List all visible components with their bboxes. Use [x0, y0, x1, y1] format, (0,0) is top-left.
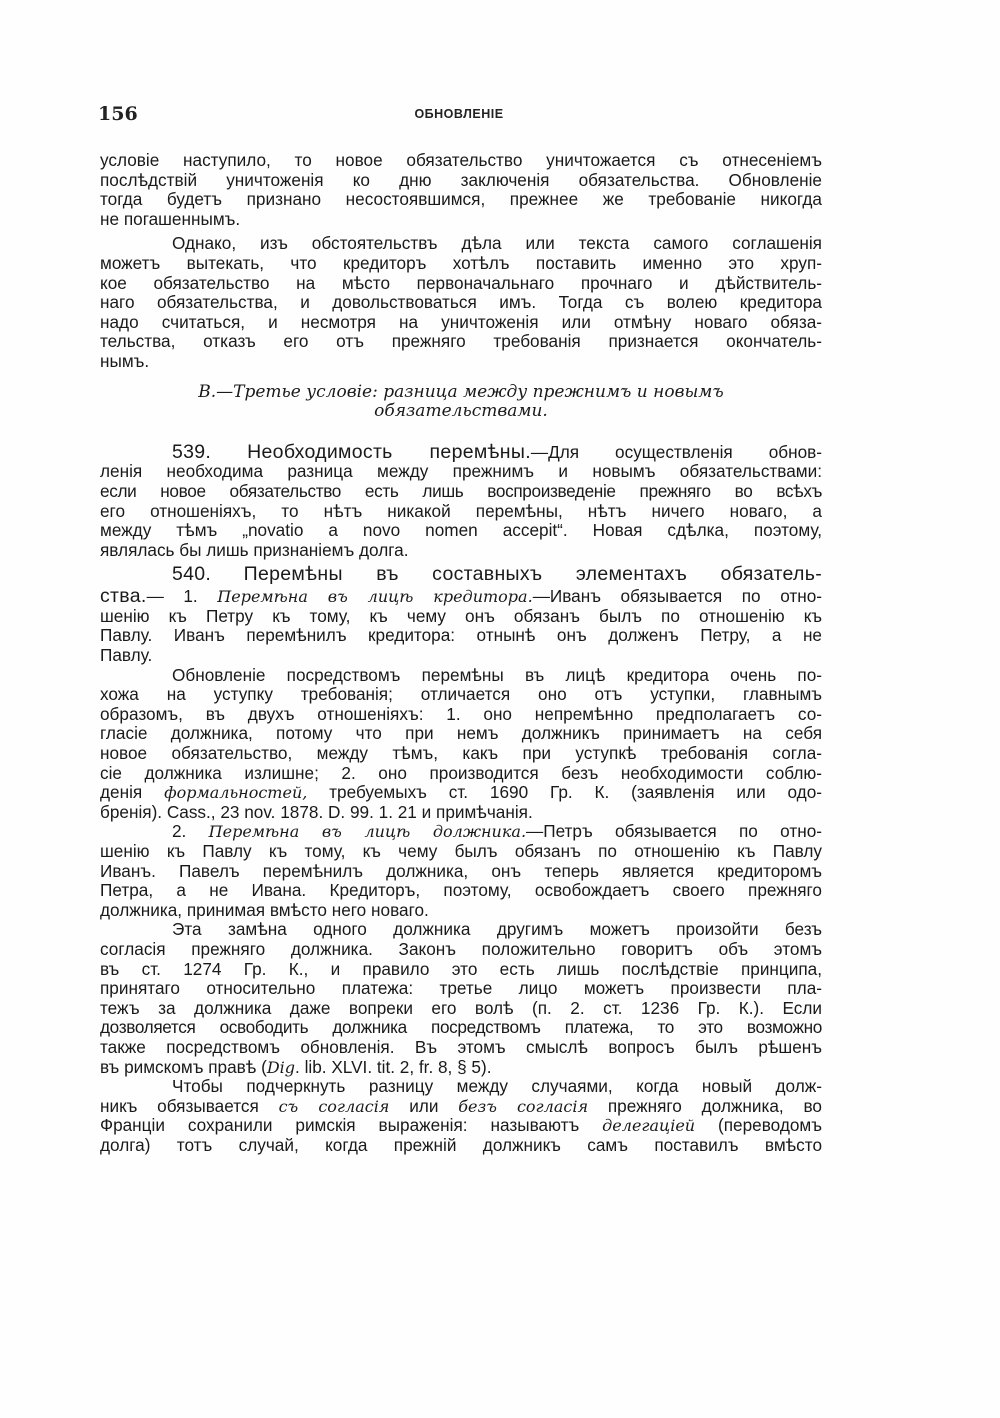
text-line: кое обязательство на мѣсто первоначальнаго прочнаго и дѣйствитель- — [100, 272, 822, 293]
text-line: являлась бы лишь признаніемъ долга. — [100, 539, 409, 560]
text-line: не погашеннымъ. — [100, 208, 241, 229]
text-line — [100, 1116, 822, 1136]
text-fragment: денія — [100, 782, 165, 803]
section-540 — [100, 565, 822, 1155]
text-line: его отношеніяхъ, то нѣтъ никакой перемѣны, нѣтъ ничего новаго, а — [100, 500, 822, 521]
text-line: Иванъ. Павелъ перемѣнилъ должника, онъ теперь является кредиторомъ — [100, 860, 822, 881]
text-line: принятаго относительно платежа: третье лицо можетъ произвести пла- — [100, 978, 822, 999]
page-header — [98, 103, 820, 129]
text-fragment: (переводомъ — [695, 1115, 822, 1136]
text-line: сіе должника излишне; 2. оно производится безъ необходимости соблю- — [100, 762, 822, 783]
text-line: ленія необходима разница между прежнимъ и новымъ обязательствами: — [100, 461, 822, 482]
text-line: бренія). Cass., 23 nov. 1878. D. 99. 1. 21 и примѣчанія. — [100, 801, 533, 822]
paragraph — [100, 151, 822, 229]
running-head: ОБНОВЛЕНІЕ — [414, 107, 504, 121]
section-title: Необходимость перемѣны. — [247, 440, 531, 463]
text-line: нымъ. — [100, 350, 150, 371]
page-number: 156 — [98, 103, 138, 125]
text-fragment: . lib. XLVI. tit. 2, fr. 8, § 5). — [295, 1056, 492, 1077]
italic-term: Перемѣна въ лицѣ кредитора. — [217, 587, 533, 607]
text-line — [100, 783, 822, 803]
paragraph — [100, 234, 822, 371]
text-fragment: въ римскомъ правѣ ( — [100, 1056, 267, 1077]
subheading-line: обязательствами. — [374, 401, 548, 422]
section-title-cont: ства. — [100, 585, 147, 608]
text-fragment: Франціи сохранили римскія выраженія: называютъ — [100, 1115, 603, 1136]
text-fragment: требуемыхъ ст. 1690 Гр. К. (заявленія или одо- — [307, 782, 822, 803]
text-line: тогда будетъ признано несостоявшимся, прежнее же требованіе никогда — [100, 189, 822, 210]
text-line — [100, 1097, 822, 1117]
text-line: шенію къ Павлу къ тому, къ чему былъ обязанъ по отношенію къ Павлу — [100, 841, 822, 861]
text-line: тежъ за должника даже вопреки его волѣ (п. 2. ст. 1236 Гр. К.). Если — [100, 997, 822, 1018]
text-line: въ ст. 1274 Гр. К., и правило это есть лишь послѣдствіе принципа, — [100, 958, 822, 979]
italic-term: безъ согласія — [458, 1096, 589, 1116]
text-line — [100, 565, 822, 587]
italic-term: формальностей, — [164, 783, 308, 803]
text-fragment: — 1. — [146, 586, 198, 607]
italic-term: Перемѣна въ лицѣ должника. — [208, 822, 527, 842]
text-line: наго обязательства, и довольствоваться имъ. Тогда съ волею кредитора — [100, 292, 822, 313]
text-line — [100, 587, 822, 607]
text-line: дозволяется освободить должника посредствомъ платежа, то это возможно — [100, 1017, 822, 1038]
text-line — [100, 440, 823, 463]
text-line: должника, принимая вмѣсто него новаго. — [100, 899, 429, 920]
section-539 — [100, 440, 823, 561]
section-number: 540. — [172, 563, 212, 586]
text-line: Обновленіе посредствомъ перемѣны въ лицѣ кредитора очень по- — [172, 664, 822, 685]
text-line: также посредствомъ обновленія. Въ этомъ смыслѣ вопросъ былъ рѣшенъ — [100, 1036, 822, 1057]
text-fragment: 2. — [172, 821, 187, 842]
text-line — [100, 1058, 822, 1078]
section-title: Перемѣны въ составныхъ элементахъ обязатель- — [243, 563, 822, 586]
text-line: Однако, изъ обстоятельствъ дѣла или текста самого соглашенія — [172, 233, 822, 254]
text-line: можетъ вытекать, что кредиторъ хотѣлъ поставить именно это хруп- — [100, 252, 822, 273]
text-fragment: никъ обязывается — [100, 1095, 279, 1116]
text-line: Петра, а не Ивана. Кредиторъ, поэтому, освобождаетъ своего прежняго — [100, 880, 822, 901]
text-line: условіе наступило, то новое обязательство уничтожается съ отнесеніемъ — [100, 150, 822, 170]
text-line: надо считаться, и несмотря на уничтоженія или отмѣну новаго обяза- — [100, 311, 822, 332]
text-line: Эта замѣна одного должника другимъ можетъ произойти безъ — [172, 919, 822, 940]
section-number: 539. — [172, 440, 212, 463]
text-line: Чтобы подчеркнуть разницу между случаями, когда новый долж- — [172, 1076, 822, 1097]
italic-term: Dig — [266, 1057, 296, 1077]
text-line: Павлу. Иванъ перемѣнилъ кредитора: отнынѣ онъ долженъ Петру, а не — [100, 625, 822, 646]
text-line: согласія прежняго должника. Законъ положительно говоритъ объ этомъ — [100, 938, 822, 959]
text-line: хожа на уступку требованія; отличается оно отъ уступки, главнымъ — [100, 684, 822, 705]
subsection-heading — [100, 382, 822, 421]
text-fragment: —Для осуществленія обнов- — [530, 441, 823, 462]
text-line: если новое обязательство есть лишь воспроизведеніе прежняго во всѣхъ — [100, 480, 822, 501]
text-line: новое обязательство, между тѣмъ, какъ при уступкѣ требованія согла- — [100, 743, 822, 764]
text-line: между тѣмъ „novatio a novo nomen accepit“. Новая сдѣлка, поэтому, — [100, 520, 822, 541]
text-fragment: —Петръ обязывается по отно- — [526, 821, 822, 842]
text-fragment: —Иванъ обязывается по отно- — [532, 586, 823, 607]
text-line: тельства, отказъ его отъ прежняго требованія признается окончатель- — [100, 331, 822, 352]
page-body — [100, 151, 822, 1156]
text-line: шенію къ Петру къ тому, къ чему онъ обязанъ былъ по отношенію къ — [100, 605, 822, 626]
subheading-line: В.—Третье условіе: разница между прежнимъ и новымъ — [198, 381, 724, 402]
text-line: Павлу. — [100, 645, 153, 666]
text-line — [100, 822, 822, 842]
italic-term: делегаціей — [602, 1116, 696, 1136]
text-line: долга) тотъ случай, когда прежній должникъ самъ поставилъ вмѣсто — [100, 1134, 822, 1155]
italic-term: съ согласія — [278, 1096, 390, 1116]
text-fragment: прежняго должника, во — [588, 1095, 822, 1116]
text-line: послѣдствій уничтоженія ко дню заключенія обязательства. Обновленіе — [100, 169, 822, 190]
text-line: гласіе должника, потому что при немъ должникъ принимаетъ на себя — [100, 723, 822, 744]
text-line: образомъ, въ двухъ отношеніяхъ: 1. оно непремѣнно предполагаетъ со- — [100, 703, 822, 724]
text-fragment: или — [389, 1095, 459, 1116]
